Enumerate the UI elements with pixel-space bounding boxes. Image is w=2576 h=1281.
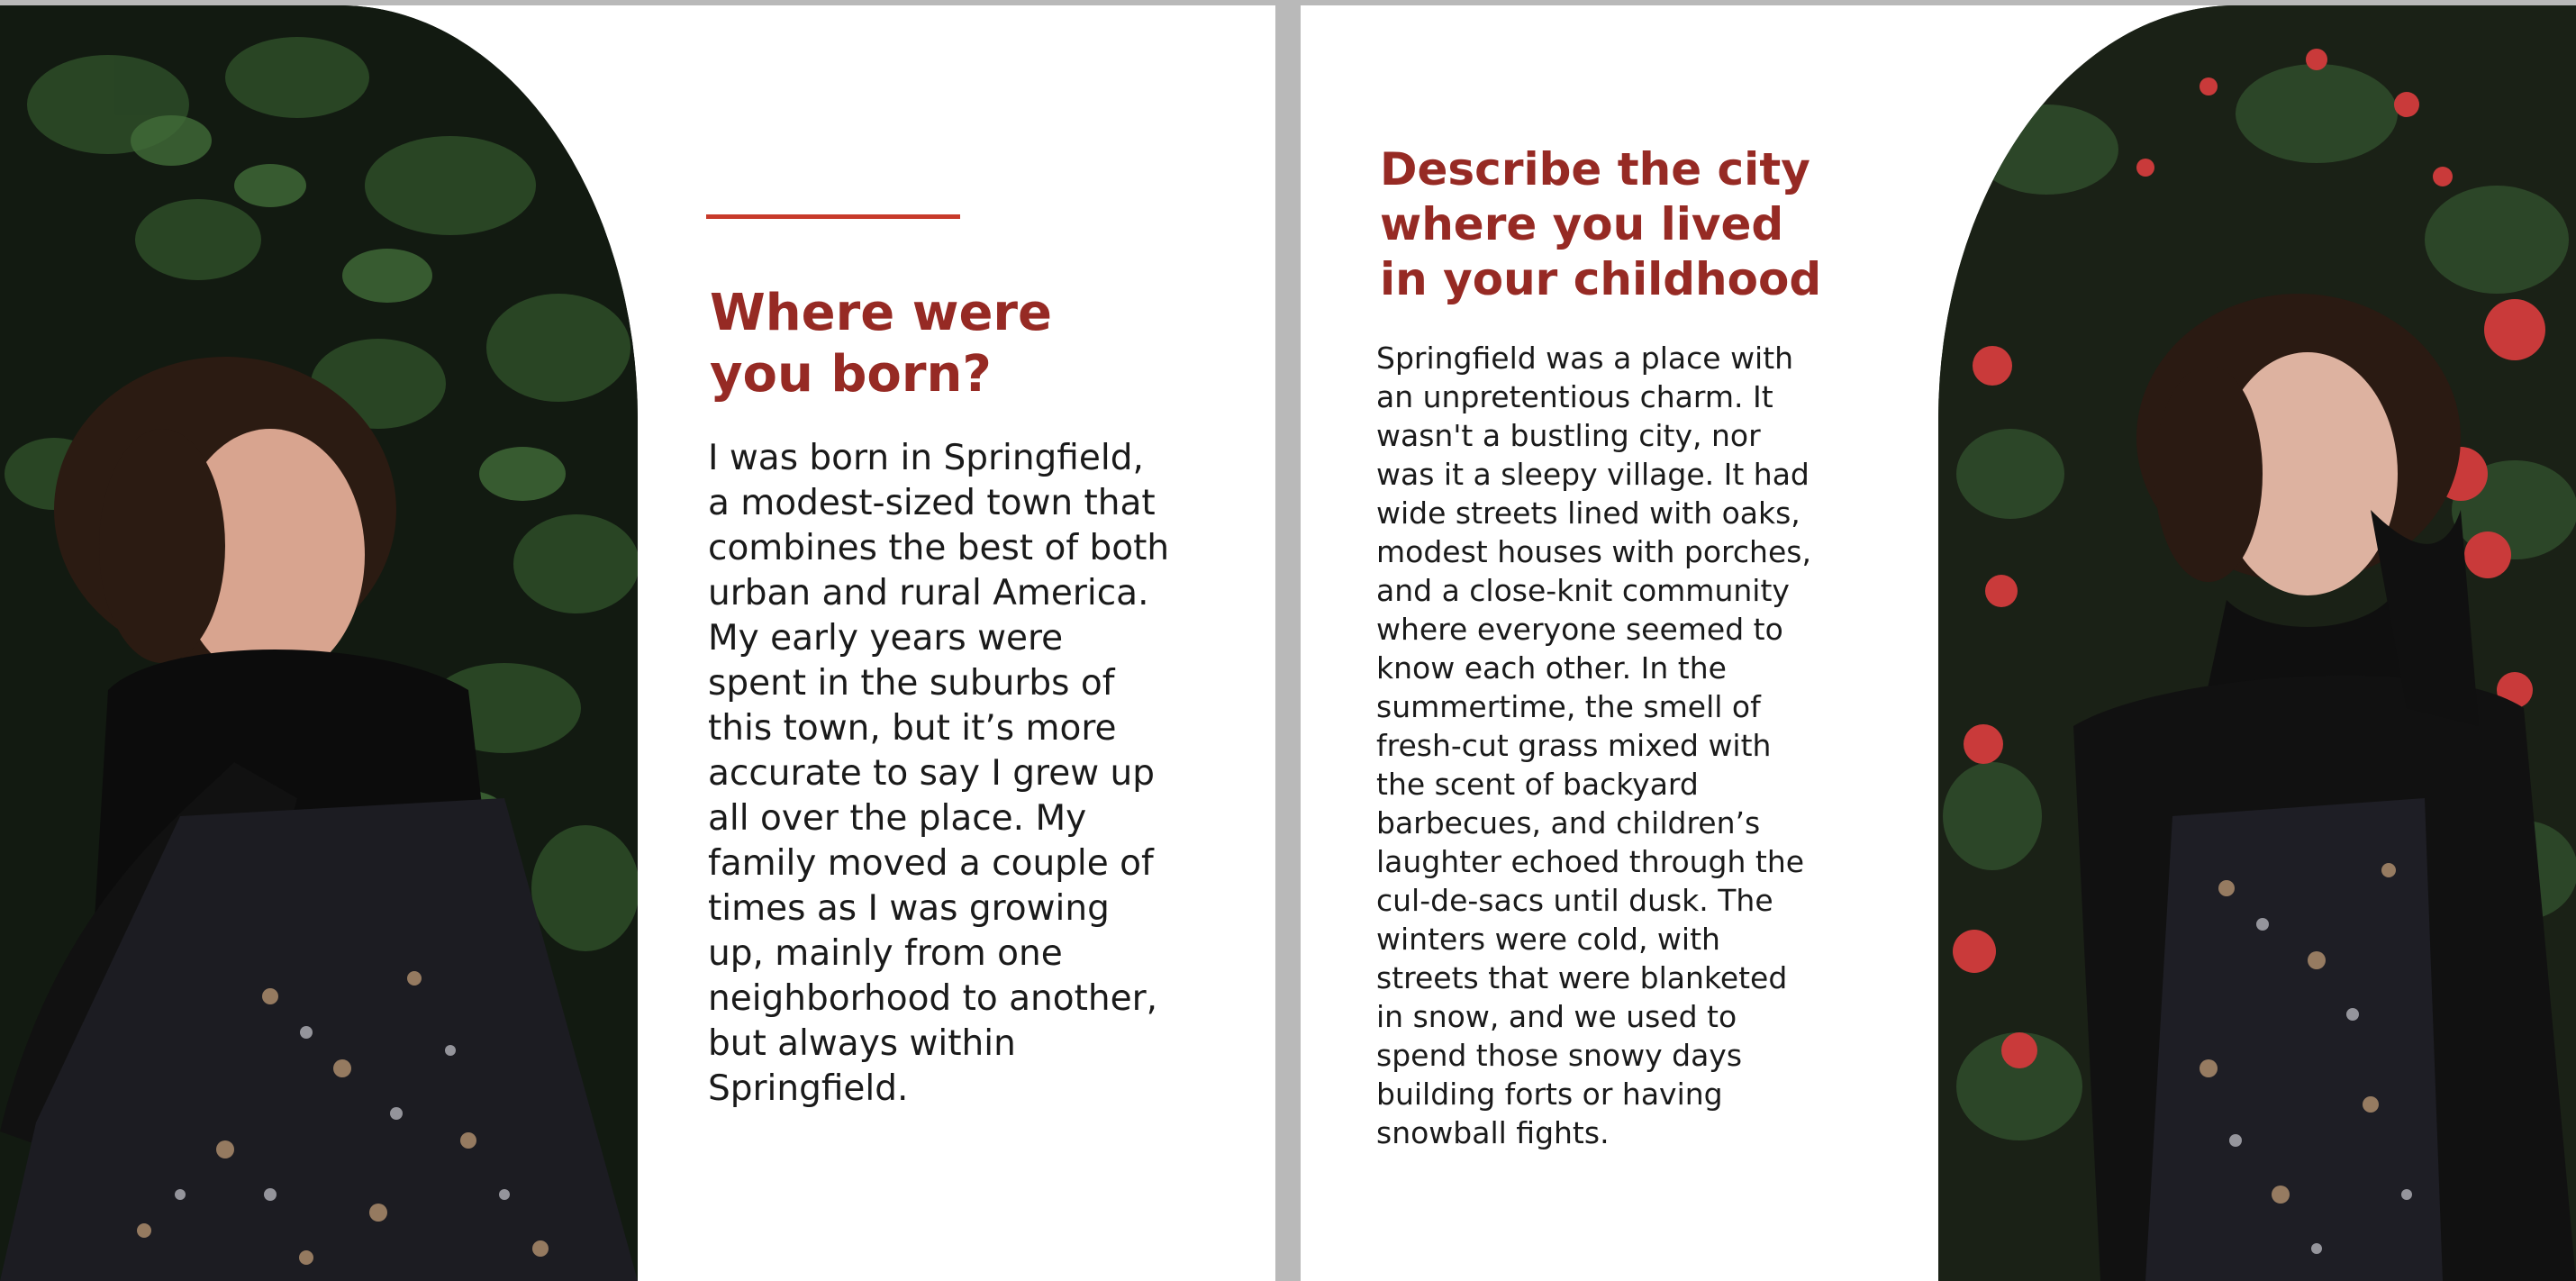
right-page xyxy=(1301,5,2576,1281)
right-portrait-illustration xyxy=(1938,5,2576,1281)
right-body-text: Springfield was a place with an unpretentious charm. It wasn't a bustling city, nor was it a sleepy village. It had wide streets lined with oaks, modest houses with porches, and a close-knit community where everyone seemed to know each other. In the summertime, the smell of fresh-cut grass mixed with the scent of backyard barbecues, and children’s laughter echoed through the cul-de-sacs until dusk. The winters were cold, with streets that were blanketed in snow, and we used to spend those snowy days building forts or having snowball fights. xyxy=(1376,341,1811,1150)
accent-rule xyxy=(706,214,960,219)
left-page xyxy=(0,5,1275,1281)
left-body-text: I was born in Springfield, a modest-sized town that combines the best of both urban and rural America. My early years were spent in the suburbs of this town, but it’s more accurate to say I grew up all over the place. My family moved a couple of times as I was growing up, mainly from one neighborhood to another, but always within Springfield. xyxy=(708,438,1170,1109)
left-portrait-illustration xyxy=(0,5,638,1281)
left-heading: Where were you born? xyxy=(710,284,1053,404)
right-heading: Describe the city where you lived in your childhood xyxy=(1380,143,1822,305)
right-portrait-photo xyxy=(1938,5,2576,1281)
left-portrait-photo xyxy=(0,5,638,1281)
